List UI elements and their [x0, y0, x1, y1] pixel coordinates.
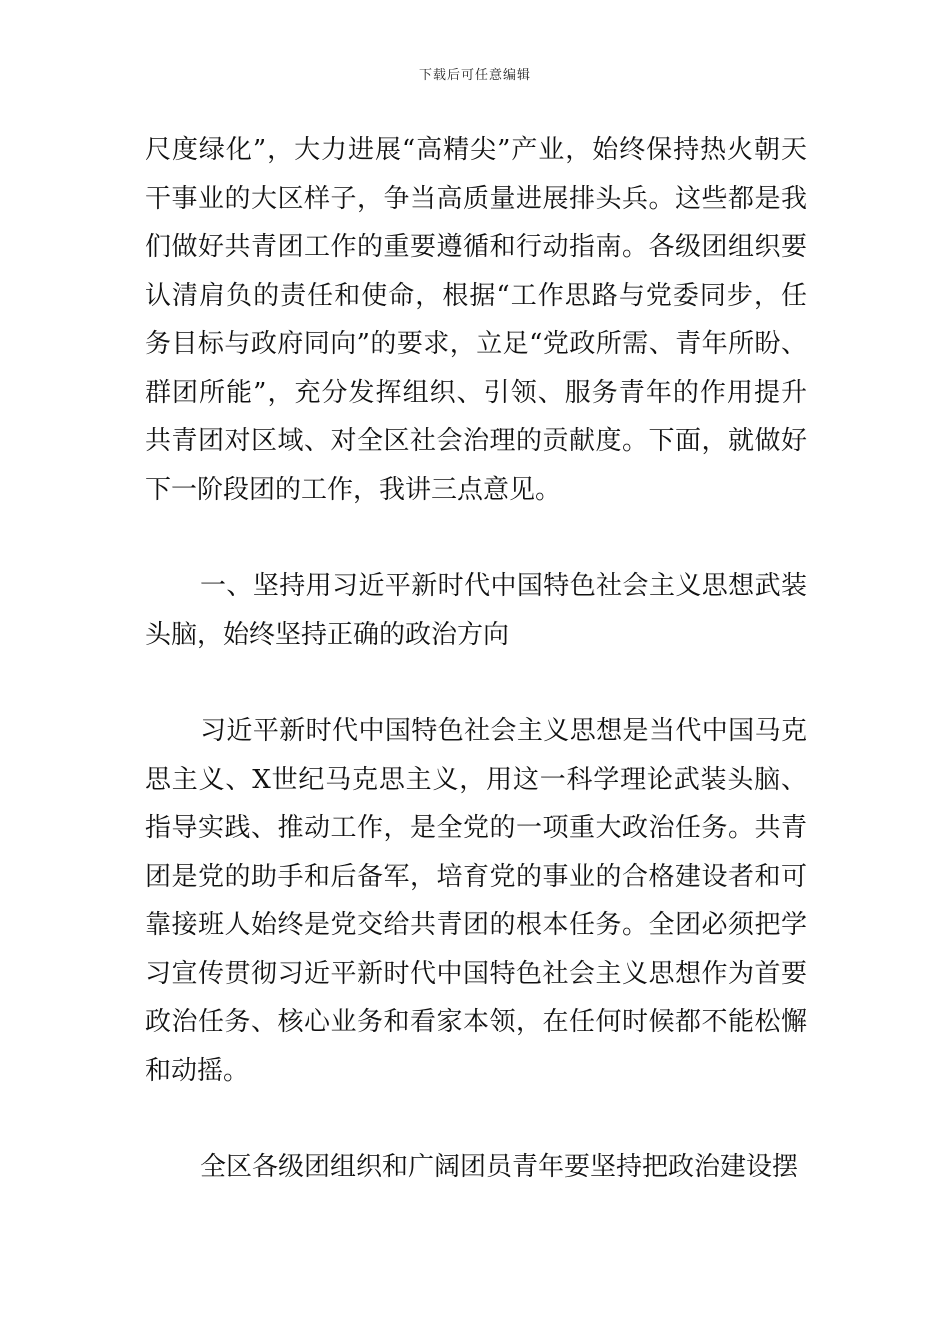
paragraph-gap [145, 1095, 807, 1143]
section-heading-one: 一、坚持用习近平新时代中国特色社会主义思想武装头脑，始终坚持正确的政治方向 [145, 571, 807, 650]
page-header: 下载后可任意编辑 [418, 68, 531, 83]
document-body [145, 126, 807, 1192]
paragraph-gap [145, 514, 807, 562]
paragraph-political-building: 全区各级团组织和广阔团员青年要坚持把政治建设摆 [200, 1152, 799, 1182]
paragraph-theory: 习近平新时代中国特色社会主义思想是当代中国马克思主义、X世纪马克思主义，用这一科学理论武装头脑、指导实践、推动工作，是全党的一项重大政治任务。共青团是党的助手和后备军，培育党的事业的合格建设者和可靠接班人始终是党交给共青团的根本任务。全团必须把学习宣传贯彻习近平新时代中国特色社会主义思想作为首要政治任务、核心业务和看家本领，在任何时候都不能松懈和动摇。 [145, 716, 807, 1086]
paragraph-continuation: 尺度绿化”，大力进展“高精尖”产业，始终保持热火朝天干事业的大区样子，争当高质量进展排头兵。这些都是我们做好共青团工作的重要遵循和行动指南。各级团组织要认清肩负的责任和使命，根据“工作思路与党委同步，任务目标与政府同向”的要求，立足“党政所需、青年所盼、群团所能”，充分发挥组织、引领、服务青年的作用提升共青团对区域、对全区社会治理的贡献度。下面，就做好下一阶段团的工作，我讲三点意见。 [145, 135, 807, 505]
paragraph-gap [145, 659, 807, 707]
